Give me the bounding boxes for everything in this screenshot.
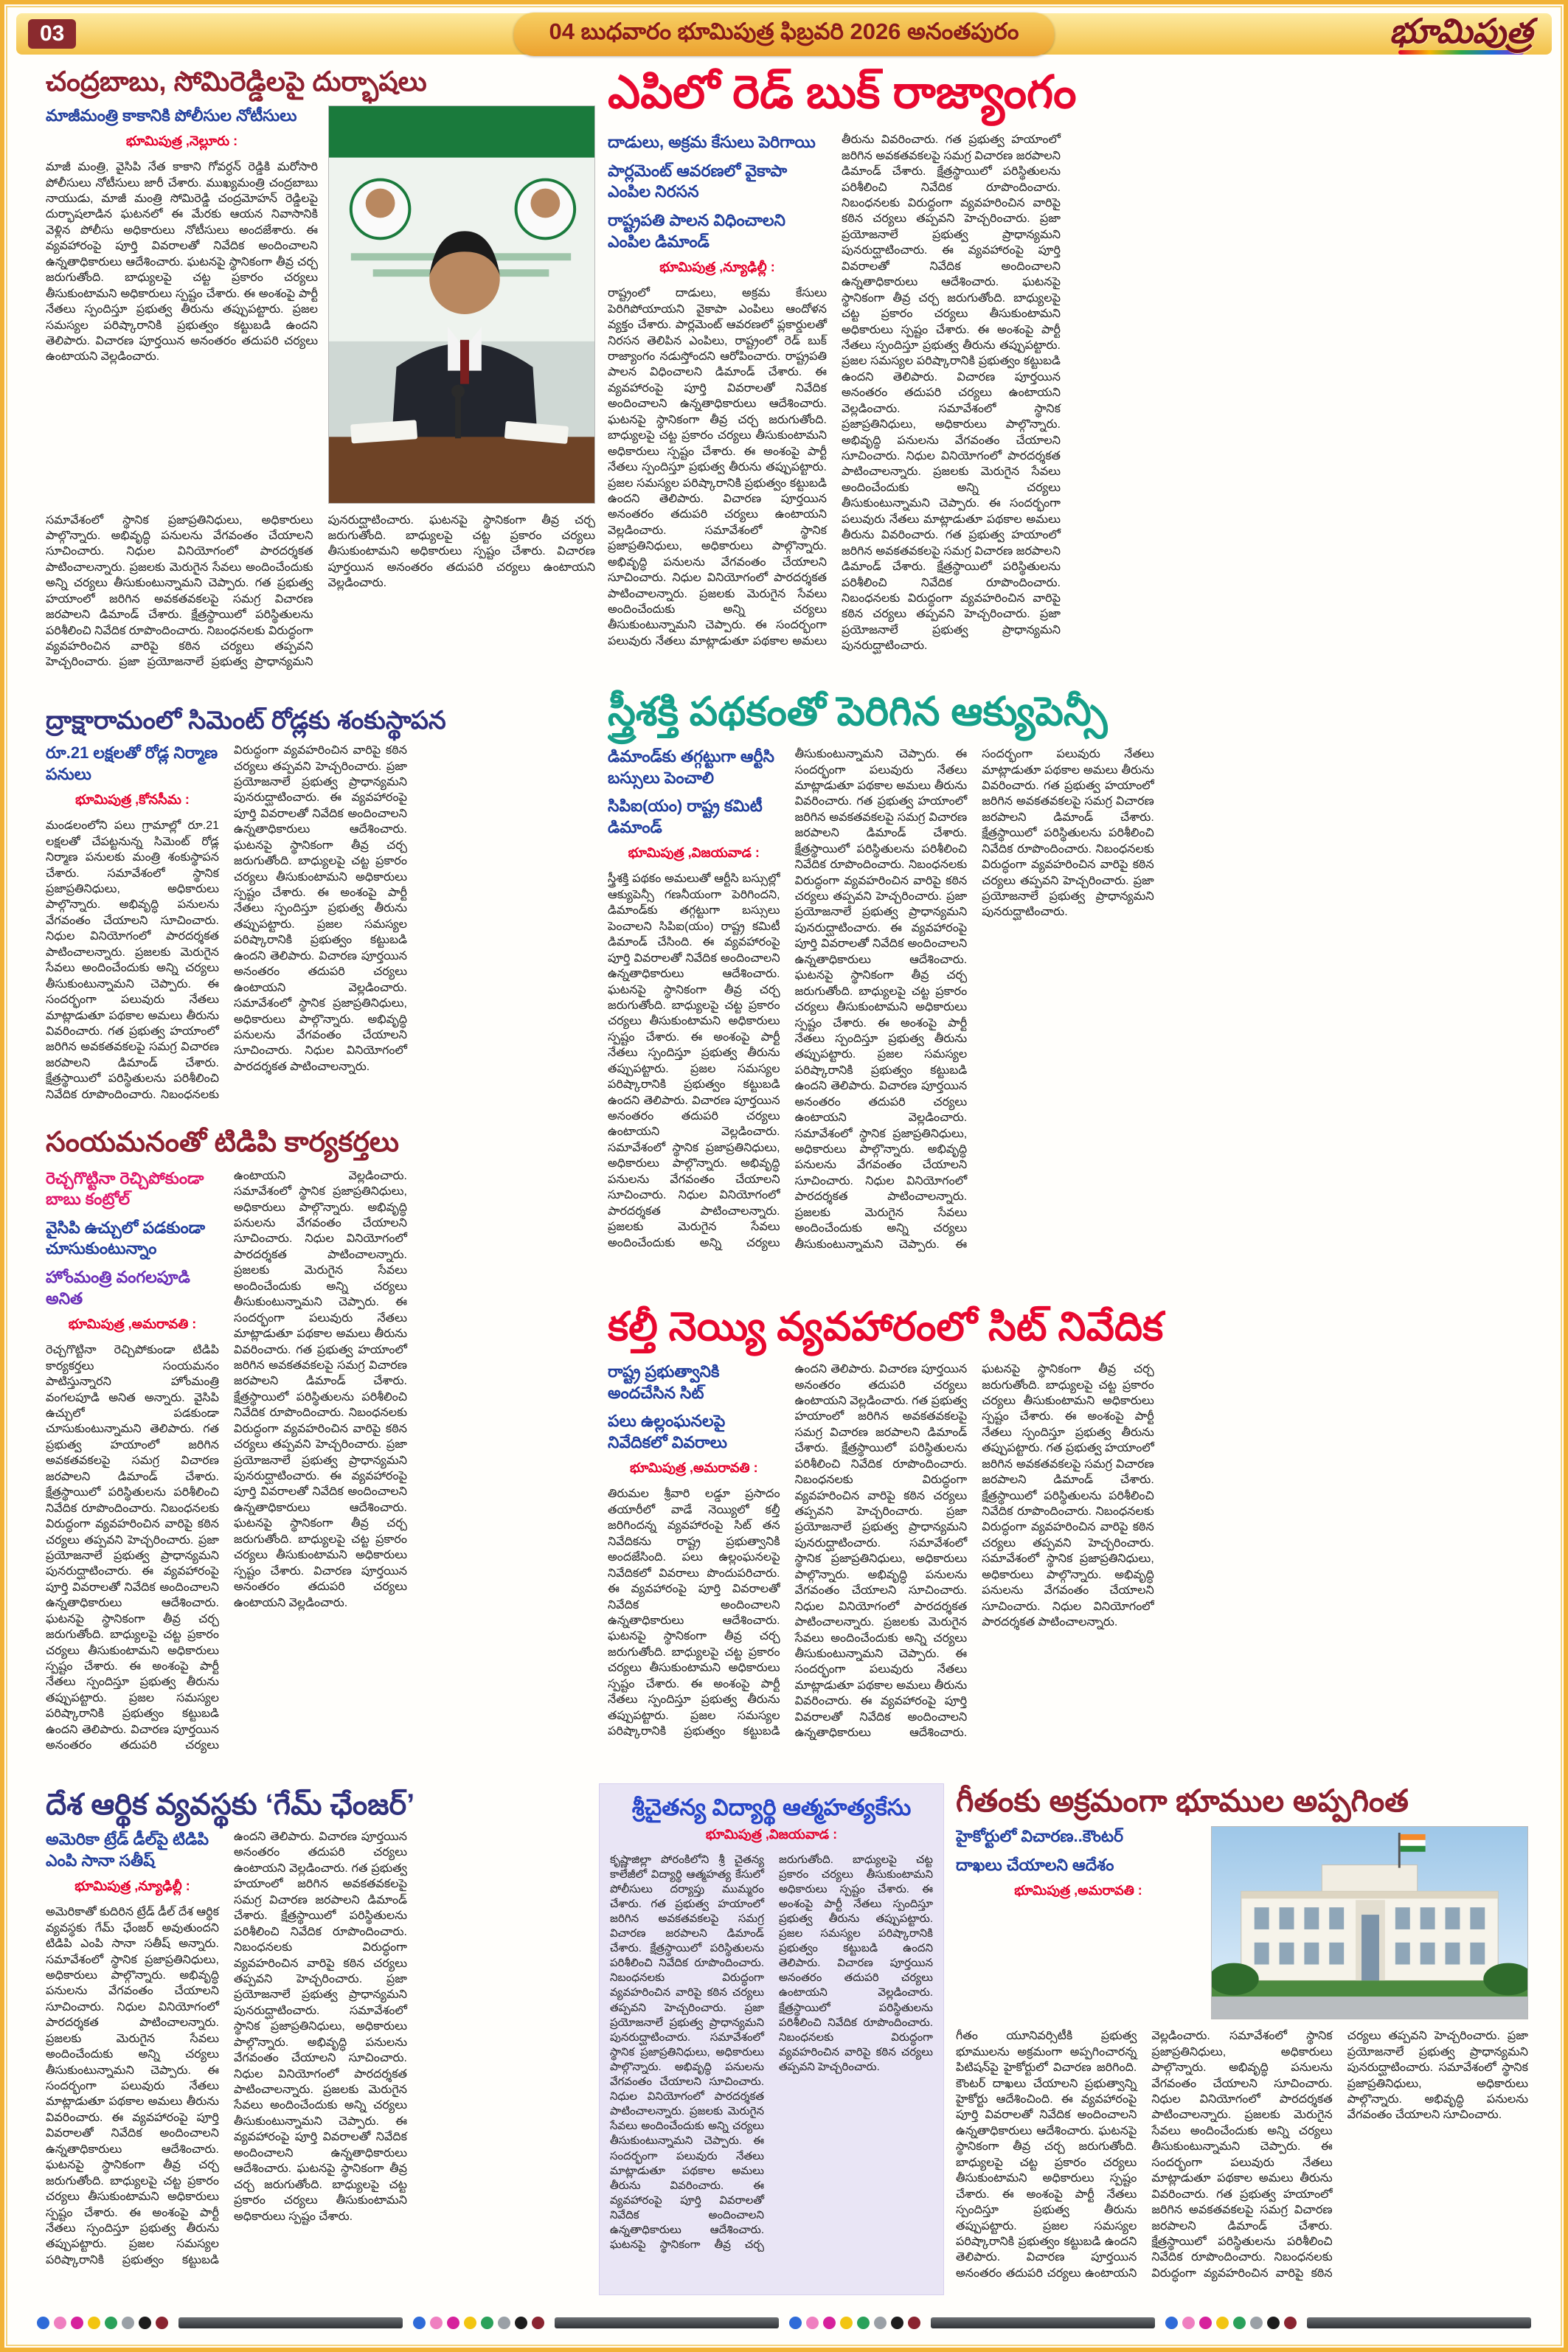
- body-text: సమావేశంలో స్థానిక ప్రజాప్రతినిధులు, అధికారులు పాల్గొన్నారు. అభివృద్ధి పనులను వేగవంతం చేయాలని సూచించారు. నిధుల వినియోగంలో పారదర్శకత పాటించాలన్నారు. ప్రజలకు మెరుగైన సేవలు అందించేందుకు అన్ని చర్యలు తీసుకుంటున్నామని చెప్పారు. గత ప్రభుత్వ హయాంలో జరిగిన అవకతవకలపై సమగ్ర విచారణ జరపాలని డిమాండ్ చేశారు. క్షేత్రస్థాయిలో పరిస్థితులను పరిశీలించి నివేదిక రూపొందించారు. నిబంధనలకు విరుద్ధంగా వ్యవహరించిన వారిపై కఠిన చర్యలు తప్పవని హెచ్చరించారు. ప్రజా ప్రయోజనాలే ప్రభుత్వ ప్రాధాన్యమని పునరుద్ఘాటించారు. ఘటనపై స్థానికంగా తీవ్ర చర్చ జరుగుతోంది. బాధ్యులపై చట్ట ప్రకారం చర్యలు తీసుకుంటామని అధికారులు స్పష్టం చేశారు. విచారణ పూర్తయిన అనంతరం తదుపరి చర్యలు ఉంటాయని వెల్లడించారు.: [46, 513, 595, 669]
- body-text: మండలంలోని పలు గ్రామాల్లో రూ.21 లక్షలతో చేపట్టనున్న సిమెంట్ రోడ్ల నిర్మాణ పనులకు మంత్రి శంకుస్థాపన చేశారు. సమావేశంలో స్థానిక ప్రజాప్రతినిధులు, అధికారులు పాల్గొన్నారు. అభివృద్ధి పనులను వేగవంతం చేయాలని సూచించారు. నిధుల వినియోగంలో పారదర్శకత పాటించాలన్నారు. ప్రజలకు మెరుగైన సేవలు అందించేందుకు అన్ని చర్యలు తీసుకుంటున్నామని చెప్పారు. ఈ సందర్భంగా పలువురు నేతలు మాట్లాడుతూ పథకాల అమలు తీరును వివరించారు. గత ప్రభుత్వ హయాంలో జరిగిన అవకతవకలపై సమగ్ర విచారణ జరపాలని డిమాండ్ చేశారు. క్షేత్రస్థాయిలో పరిస్థితులను పరిశీలించి నివేదిక రూపొందించారు. నిబంధనలకు విరుద్ధంగా వ్యవహరించిన వారిపై కఠిన చర్యలు తప్పవని హెచ్చరించారు. ప్రజా ప్రయోజనాలే ప్రభుత్వ ప్రాధాన్యమని పునరుద్ఘాటించారు. ఈ వ్యవహారంపై పూర్తి వివరాలతో నివేదిక అందించాలని ఉన్నతాధికారులు ఆదేశించారు. ఘటనపై స్థానికంగా తీవ్ర చర్చ జరుగుతోంది. బాధ్యులపై చట్ట ప్రకారం చర్యలు తీసుకుంటామని అధికారులు స్పష్టం చేశారు. ఈ అంశంపై పార్టీ నేతలు స్పందిస్తూ ప్రభుత్వ తీరును తప్పుపట్టారు. ప్రజల సమస్యల పరిష్కారానికి ప్రభుత్వం కట్టుబడి ఉందని తెలిపారు. విచారణ పూర్తయిన అనంతరం తదుపరి చర్యలు ఉంటాయని వెల్లడించారు. సమావేశంలో స్థానిక ప్రజాప్రతినిధులు, అధికారులు పాల్గొన్నారు. అభివృద్ధి పనులను వేగవంతం చేయాలని సూచించారు. నిధుల వినియోగంలో పారదర్శకత పాటించాలన్నారు.: [46, 744, 407, 1101]
- headline: చంద్రబాబు, సోమిరెడ్డిలపై దుర్భాషలు: [46, 66, 427, 97]
- photo-politician-at-desk-graphic: [328, 105, 595, 504]
- photo-university-building: [1211, 1826, 1528, 2019]
- footer-bar: [1307, 2317, 1531, 2328]
- top-header-bar: [16, 13, 1552, 55]
- headline: శ్రీచైతన్య విద్యార్థి ఆత్మహత్యకేసు: [631, 1794, 912, 1820]
- article-columns: [46, 1168, 595, 1758]
- footer-dots-group: [1165, 2317, 1297, 2329]
- article-columns: [608, 132, 1528, 656]
- article-ghee-sit-report: [608, 1304, 1528, 1773]
- headline: ద్రాక్షారామంలో సిమెంట్ రోడ్లకు శంకుస్థాపన: [46, 707, 446, 735]
- footer-dots-group: [413, 2317, 544, 2329]
- byline: భూమిపుత్ర ,అమరావతి :: [1014, 1883, 1142, 1898]
- masthead: [1389, 11, 1533, 55]
- subhead: దాడులు, అక్రమ కేసులు పెరిగాయి: [608, 133, 816, 152]
- body-text: రాష్ట్రంలో దాడులు, అక్రమ కేసులు పెరిగిపోయాయని వైకాపా ఎంపిలు ఆందోళన వ్యక్తం చేశారు. పార్లమెంట్ ఆవరణలో ప్లకార్డులతో నిరసన తెలిపిన ఎంపిలు, రాష్ట్రంలో రెడ్ బుక్ రాజ్యాంగం నడుస్తోందని ఆరోపించారు. రాష్ట్రపతి పాలన విధించాలని డిమాండ్ చేశారు. ఈ వ్యవహారంపై పూర్తి వివరాలతో నివేదిక అందించాలని ఉన్నతాధికారులు ఆదేశించారు. ఘటనపై స్థానికంగా తీవ్ర చర్చ జరుగుతోంది. బాధ్యులపై చట్ట ప్రకారం చర్యలు తీసుకుంటామని అధికారులు స్పష్టం చేశారు. ఈ అంశంపై పార్టీ నేతలు స్పందిస్తూ ప్రభుత్వ తీరును తప్పుపట్టారు. ప్రజల సమస్యల పరిష్కారానికి ప్రభుత్వం కట్టుబడి ఉందని తెలిపారు. విచారణ పూర్తయిన అనంతరం తదుపరి చర్యలు ఉంటాయని వెల్లడించారు. సమావేశంలో స్థానిక ప్రజాప్రతినిధులు, అధికారులు పాల్గొన్నారు. అభివృద్ధి పనులను వేగవంతం చేయాలని సూచించారు. నిధుల వినియోగంలో పారదర్శకత పాటించాలన్నారు. ప్రజలకు మెరుగైన సేవలు అందించేందుకు అన్ని చర్యలు తీసుకుంటున్నామని చెప్పారు. ఈ సందర్భంగా పలువురు నేతలు మాట్లాడుతూ పథకాల అమలు తీరును వివరించారు. గత ప్రభుత్వ హయాంలో జరిగిన అవకతవకలపై సమగ్ర విచారణ జరపాలని డిమాండ్ చేశారు. క్షేత్రస్థాయిలో పరిస్థితులను పరిశీలించి నివేదిక రూపొందించారు. నిబంధనలకు విరుద్ధంగా వ్యవహరించిన వారిపై కఠిన చర్యలు తప్పవని హెచ్చరించారు. ప్రజా ప్రయోజనాలే ప్రభుత్వ ప్రాధాన్యమని పునరుద్ఘాటించారు. ఈ వ్యవహారంపై పూర్తి వివరాలతో నివేదిక అందించాలని ఉన్నతాధికారులు ఆదేశించారు. ఘటనపై స్థానికంగా తీవ్ర చర్చ జరుగుతోంది. బాధ్యులపై చట్ట ప్రకారం చర్యలు తీసుకుంటామని అధికారులు స్పష్టం చేశారు. ఈ అంశంపై పార్టీ నేతలు స్పందిస్తూ ప్రభుత్వ తీరును తప్పుపట్టారు. ప్రజల సమస్యల పరిష్కారానికి ప్రభుత్వం కట్టుబడి ఉందని తెలిపారు. విచారణ పూర్తయిన అనంతరం తదుపరి చర్యలు ఉంటాయని వెల్లడించారు. సమావేశంలో స్థానిక ప్రజాప్రతినిధులు, అధికారులు పాల్గొన్నారు. అభివృద్ధి పనులను వేగవంతం చేయాలని సూచించారు. నిధుల వినియోగంలో పారదర్శకత పాటించాలన్నారు. ప్రజలకు మెరుగైన సేవలు అందించేందుకు అన్ని చర్యలు తీసుకుంటున్నామని చెప్పారు. ఈ సందర్భంగా పలువురు నేతలు మాట్లాడుతూ పథకాల అమలు తీరును వివరించారు. గత ప్రభుత్వ హయాంలో జరిగిన అవకతవకలపై సమగ్ర విచారణ జరపాలని డిమాండ్ చేశారు. క్షేత్రస్థాయిలో పరిస్థితులను పరిశీలించి నివేదిక రూపొందించారు. నిబంధనలకు విరుద్ధంగా వ్యవహరించిన వారిపై కఠిన చర్యలు తప్పవని హెచ్చరించారు. ప్రజా ప్రయోజనాలే ప్రభుత్వ ప్రాధాన్యమని పునరుద్ఘాటించారు.: [608, 133, 1061, 653]
- body-text: మాజీ మంత్రి, వైసిపి నేత కాకాని గోవర్ధన్ రెడ్డికి మరోసారి పోలీసులు నోటీసులు జారీ చేశారు. ముఖ్యమంత్రి చంద్రబాబు నాయుడు, మాజీ మంత్రి సోమిరెడ్డి చంద్రమోహన్ రెడ్డిలపై దుర్భాషలాడిన ఘటనలో ఈ మేరకు ఆయన నివాసానికి వెళ్లిన పోలీసు అధికారులు నోటీసులు అందజేశారు. ఈ వ్యవహారంపై పూర్తి వివరాలతో నివేదిక అందించాలని ఉన్నతాధికారులు ఆదేశించారు. ఘటనపై స్థానికంగా తీవ్ర చర్చ జరుగుతోంది. బాధ్యులపై చట్ట ప్రకారం చర్యలు తీసుకుంటామని అధికారులు స్పష్టం చేశారు. ఈ అంశంపై పార్టీ నేతలు స్పందిస్తూ ప్రభుత్వ తీరును తప్పుపట్టారు. ప్రజల సమస్యల పరిష్కారానికి ప్రభుత్వం కట్టుబడి ఉందని తెలిపారు. విచారణ పూర్తయిన అనంతరం తదుపరి చర్యలు ఉంటాయని వెల్లడించారు.: [46, 161, 318, 364]
- headline: సంయమనంతో టిడిపి కార్యకర్తలు: [46, 1127, 399, 1158]
- article-student-suicide-case: [599, 1783, 944, 2295]
- page-number: 03: [28, 19, 76, 49]
- footer-dots-group: [37, 2317, 168, 2329]
- subhead: దాఖలు చేయాలని ఆదేశం: [956, 1855, 1114, 1874]
- subhead: అమెరికా ట్రేడ్ డీల్‌పై టిడిపి ఎంపి సానా సతీష్: [46, 1830, 209, 1870]
- subhead: సిపిఐ(యం) రాష్ట్ర కమిటీ డిమాండ్: [608, 797, 763, 836]
- byline: భూమిపుత్ర ,న్యూఢిల్లీ :: [659, 260, 775, 275]
- subhead: రెచ్చగొట్టినా రెచ్చిపోకుండా బాబు కంట్రోల్: [46, 1168, 204, 1209]
- article-stree-shakti-occupancy: [608, 689, 1528, 1288]
- headline: దేశ ఆర్థిక వ్యవస్థకు ‘గేమ్ ఛేంజర్’: [46, 1789, 415, 1821]
- footer-bar: [178, 2317, 403, 2328]
- headline: ఎపిలో రెడ్ బుక్ రాజ్యాంగం: [608, 67, 1077, 118]
- photo-politician-at-desk: [328, 105, 595, 504]
- masthead-logo: భూమిపుత్ర: [1389, 11, 1533, 50]
- body-text: తిరుమల శ్రీవారి లడ్డూ ప్రసాదం తయారీలో వాడే నెయ్యిలో కల్తీ జరిగిందన్న వ్యవహారంపై సిట్ తన నివేదికను రాష్ట్ర ప్రభుత్వానికి అందజేసింది. పలు ఉల్లంఘనలపై నివేదికలో వివరాలు పొందుపరిచారు. ఈ వ్యవహారంపై పూర్తి వివరాలతో నివేదిక అందించాలని ఉన్నతాధికారులు ఆదేశించారు. ఘటనపై స్థానికంగా తీవ్ర చర్చ జరుగుతోంది. బాధ్యులపై చట్ట ప్రకారం చర్యలు తీసుకుంటామని అధికారులు స్పష్టం చేశారు. ఈ అంశంపై పార్టీ నేతలు స్పందిస్తూ ప్రభుత్వ తీరును తప్పుపట్టారు. ప్రజల సమస్యల పరిష్కారానికి ప్రభుత్వం కట్టుబడి ఉందని తెలిపారు. విచారణ పూర్తయిన అనంతరం తదుపరి చర్యలు ఉంటాయని వెల్లడించారు. గత ప్రభుత్వ హయాంలో జరిగిన అవకతవకలపై సమగ్ర విచారణ జరపాలని డిమాండ్ చేశారు. క్షేత్రస్థాయిలో పరిస్థితులను పరిశీలించి నివేదిక రూపొందించారు. నిబంధనలకు విరుద్ధంగా వ్యవహరించిన వారిపై కఠిన చర్యలు తప్పవని హెచ్చరించారు. ప్రజా ప్రయోజనాలే ప్రభుత్వ ప్రాధాన్యమని పునరుద్ఘాటించారు. సమావేశంలో స్థానిక ప్రజాప్రతినిధులు, అధికారులు పాల్గొన్నారు. అభివృద్ధి పనులను వేగవంతం చేయాలని సూచించారు. నిధుల వినియోగంలో పారదర్శకత పాటించాలన్నారు. ప్రజలకు మెరుగైన సేవలు అందించేందుకు అన్ని చర్యలు తీసుకుంటున్నామని చెప్పారు. ఈ సందర్భంగా పలువురు నేతలు మాట్లాడుతూ పథకాల అమలు తీరును వివరించారు. ఈ వ్యవహారంపై పూర్తి వివరాలతో నివేదిక అందించాలని ఉన్నతాధికారులు ఆదేశించారు. ఘటనపై స్థానికంగా తీవ్ర చర్చ జరుగుతోంది. బాధ్యులపై చట్ట ప్రకారం చర్యలు తీసుకుంటామని అధికారులు స్పష్టం చేశారు. ఈ అంశంపై పార్టీ నేతలు స్పందిస్తూ ప్రభుత్వ తీరును తప్పుపట్టారు. గత ప్రభుత్వ హయాంలో జరిగిన అవకతవకలపై సమగ్ర విచారణ జరపాలని డిమాండ్ చేశారు. క్షేత్రస్థాయిలో పరిస్థితులను పరిశీలించి నివేదిక రూపొందించారు. నిబంధనలకు విరుద్ధంగా వ్యవహరించిన వారిపై కఠిన చర్యలు తప్పవని హెచ్చరించారు. సమావేశంలో స్థానిక ప్రజాప్రతినిధులు, అధికారులు పాల్గొన్నారు. అభివృద్ధి పనులను వేగవంతం చేయాలని సూచించారు. నిధుల వినియోగంలో పారదర్శకత పాటించాలన్నారు.: [608, 1363, 1154, 1740]
- footer-decoration: [37, 2306, 1531, 2339]
- byline: భూమిపుత్ర ,అమరావతి :: [68, 1317, 197, 1332]
- body-text: రెచ్చగొట్టినా రెచ్చిపోకుండా టిడిపి కార్యకర్తలు సంయమనం పాటిస్తున్నారని హోంమంత్రి వంగలపూడి అనిత అన్నారు. వైసిపి ఉచ్చులో పడకుండా చూసుకుంటున్నామని తెలిపారు. గత ప్రభుత్వ హయాంలో జరిగిన అవకతవకలపై సమగ్ర విచారణ జరపాలని డిమాండ్ చేశారు. క్షేత్రస్థాయిలో పరిస్థితులను పరిశీలించి నివేదిక రూపొందించారు. నిబంధనలకు విరుద్ధంగా వ్యవహరించిన వారిపై కఠిన చర్యలు తప్పవని హెచ్చరించారు. ప్రజా ప్రయోజనాలే ప్రభుత్వ ప్రాధాన్యమని పునరుద్ఘాటించారు. ఈ వ్యవహారంపై పూర్తి వివరాలతో నివేదిక అందించాలని ఉన్నతాధికారులు ఆదేశించారు. ఘటనపై స్థానికంగా తీవ్ర చర్చ జరుగుతోంది. బాధ్యులపై చట్ట ప్రకారం చర్యలు తీసుకుంటామని అధికారులు స్పష్టం చేశారు. ఈ అంశంపై పార్టీ నేతలు స్పందిస్తూ ప్రభుత్వ తీరును తప్పుపట్టారు. ప్రజల సమస్యల పరిష్కారానికి ప్రభుత్వం కట్టుబడి ఉందని తెలిపారు. విచారణ పూర్తయిన అనంతరం తదుపరి చర్యలు ఉంటాయని వెల్లడించారు. సమావేశంలో స్థానిక ప్రజాప్రతినిధులు, అధికారులు పాల్గొన్నారు. అభివృద్ధి పనులను వేగవంతం చేయాలని సూచించారు. నిధుల వినియోగంలో పారదర్శకత పాటించాలన్నారు. ప్రజలకు మెరుగైన సేవలు అందించేందుకు అన్ని చర్యలు తీసుకుంటున్నామని చెప్పారు. ఈ సందర్భంగా పలువురు నేతలు మాట్లాడుతూ పథకాల అమలు తీరును వివరించారు. గత ప్రభుత్వ హయాంలో జరిగిన అవకతవకలపై సమగ్ర విచారణ జరపాలని డిమాండ్ చేశారు. క్షేత్రస్థాయిలో పరిస్థితులను పరిశీలించి నివేదిక రూపొందించారు. నిబంధనలకు విరుద్ధంగా వ్యవహరించిన వారిపై కఠిన చర్యలు తప్పవని హెచ్చరించారు. ప్రజా ప్రయోజనాలే ప్రభుత్వ ప్రాధాన్యమని పునరుద్ఘాటించారు. ఈ వ్యవహారంపై పూర్తి వివరాలతో నివేదిక అందించాలని ఉన్నతాధికారులు ఆదేశించారు. ఘటనపై స్థానికంగా తీవ్ర చర్చ జరుగుతోంది. బాధ్యులపై చట్ట ప్రకారం చర్యలు తీసుకుంటామని అధికారులు స్పష్టం చేశారు. విచారణ పూర్తయిన అనంతరం తదుపరి చర్యలు ఉంటాయని వెల్లడించారు.: [46, 1169, 407, 1752]
- subhead: హైకోర్టులో విచారణ..కౌంటర్: [956, 1827, 1124, 1846]
- subhead: పలు ఉల్లంఘనలపై నివేదికలో వివరాలు: [608, 1412, 727, 1451]
- article-kakani-police-notices: [46, 66, 595, 699]
- photo-university-building-graphic: [1211, 1826, 1528, 2019]
- article-columns: [608, 1361, 1528, 1752]
- body-text: కృష్ణాజిల్లా పోరంకిలోని శ్రీ చైతన్య కాలేజీలో విద్యార్థి ఆత్మహత్య కేసులో పోలీసులు దర్యాప్తు ముమ్మరం చేశారు. గత ప్రభుత్వ హయాంలో జరిగిన అవకతవకలపై సమగ్ర విచారణ జరపాలని డిమాండ్ చేశారు. క్షేత్రస్థాయిలో పరిస్థితులను పరిశీలించి నివేదిక రూపొందించారు. నిబంధనలకు విరుద్ధంగా వ్యవహరించిన వారిపై కఠిన చర్యలు తప్పవని హెచ్చరించారు. ప్రజా ప్రయోజనాలే ప్రభుత్వ ప్రాధాన్యమని పునరుద్ఘాటించారు. సమావేశంలో స్థానిక ప్రజాప్రతినిధులు, అధికారులు పాల్గొన్నారు. అభివృద్ధి పనులను వేగవంతం చేయాలని సూచించారు. నిధుల వినియోగంలో పారదర్శకత పాటించాలన్నారు. ప్రజలకు మెరుగైన సేవలు అందించేందుకు అన్ని చర్యలు తీసుకుంటున్నామని చెప్పారు. ఈ సందర్భంగా పలువురు నేతలు మాట్లాడుతూ పథకాల అమలు తీరును వివరించారు. ఈ వ్యవహారంపై పూర్తి వివరాలతో నివేదిక అందించాలని ఉన్నతాధికారులు ఆదేశించారు. ఘటనపై స్థానికంగా తీవ్ర చర్చ జరుగుతోంది. బాధ్యులపై చట్ట ప్రకారం చర్యలు తీసుకుంటామని అధికారులు స్పష్టం చేశారు. ఈ అంశంపై పార్టీ నేతలు స్పందిస్తూ ప్రభుత్వ తీరును తప్పుపట్టారు. ప్రజల సమస్యల పరిష్కారానికి ప్రభుత్వం కట్టుబడి ఉందని తెలిపారు. విచారణ పూర్తయిన అనంతరం తదుపరి చర్యలు ఉంటాయని వెల్లడించారు. క్షేత్రస్థాయిలో పరిస్థితులను పరిశీలించి నివేదిక రూపొందించారు. నిబంధనలకు విరుద్ధంగా వ్యవహరించిన వారిపై కఠిన చర్యలు తప్పవని హెచ్చరించారు.: [610, 1853, 933, 2252]
- article-tdp-workers-restraint: [46, 1127, 595, 1775]
- lede-column: [46, 105, 318, 504]
- article-lede-row: [46, 105, 595, 504]
- article-columns: [46, 1829, 595, 2280]
- article-lede-row: [956, 1826, 1528, 2019]
- headline: స్త్రీశక్తి పథకంతో పెరిగిన ఆక్యుపెన్సీ: [608, 690, 1108, 734]
- subhead: హోంమంత్రి వంగలపూడి అనిత: [46, 1268, 190, 1308]
- lede-column: [956, 1826, 1201, 2019]
- article-trade-deal-game-changer: [46, 1788, 595, 2294]
- body-text: స్త్రీశక్తి పథకం అమలుతో ఆర్టీసి బస్సుల్లో ఆక్యుపెన్సీ గణనీయంగా పెరిగిందని, డిమాండ్‌కు తగ్గట్టుగా బస్సులు పెంచాలని సిపిఐ(యం) రాష్ట్ర కమిటీ డిమాండ్ చేసింది. ఈ వ్యవహారంపై పూర్తి వివరాలతో నివేదిక అందించాలని ఉన్నతాధికారులు ఆదేశించారు. ఘటనపై స్థానికంగా తీవ్ర చర్చ జరుగుతోంది. బాధ్యులపై చట్ట ప్రకారం చర్యలు తీసుకుంటామని అధికారులు స్పష్టం చేశారు. ఈ అంశంపై పార్టీ నేతలు స్పందిస్తూ ప్రభుత్వ తీరును తప్పుపట్టారు. ప్రజల సమస్యల పరిష్కారానికి ప్రభుత్వం కట్టుబడి ఉందని తెలిపారు. విచారణ పూర్తయిన అనంతరం తదుపరి చర్యలు ఉంటాయని వెల్లడించారు. సమావేశంలో స్థానిక ప్రజాప్రతినిధులు, అధికారులు పాల్గొన్నారు. అభివృద్ధి పనులను వేగవంతం చేయాలని సూచించారు. నిధుల వినియోగంలో పారదర్శకత పాటించాలన్నారు. ప్రజలకు మెరుగైన సేవలు అందించేందుకు అన్ని చర్యలు తీసుకుంటున్నామని చెప్పారు. ఈ సందర్భంగా పలువురు నేతలు మాట్లాడుతూ పథకాల అమలు తీరును వివరించారు. గత ప్రభుత్వ హయాంలో జరిగిన అవకతవకలపై సమగ్ర విచారణ జరపాలని డిమాండ్ చేశారు. క్షేత్రస్థాయిలో పరిస్థితులను పరిశీలించి నివేదిక రూపొందించారు. నిబంధనలకు విరుద్ధంగా వ్యవహరించిన వారిపై కఠిన చర్యలు తప్పవని హెచ్చరించారు. ప్రజా ప్రయోజనాలే ప్రభుత్వ ప్రాధాన్యమని పునరుద్ఘాటించారు. ఈ వ్యవహారంపై పూర్తి వివరాలతో నివేదిక అందించాలని ఉన్నతాధికారులు ఆదేశించారు. ఘటనపై స్థానికంగా తీవ్ర చర్చ జరుగుతోంది. బాధ్యులపై చట్ట ప్రకారం చర్యలు తీసుకుంటామని అధికారులు స్పష్టం చేశారు. ఈ అంశంపై పార్టీ నేతలు స్పందిస్తూ ప్రభుత్వ తీరును తప్పుపట్టారు. ప్రజల సమస్యల పరిష్కారానికి ప్రభుత్వం కట్టుబడి ఉందని తెలిపారు. విచారణ పూర్తయిన అనంతరం తదుపరి చర్యలు ఉంటాయని వెల్లడించారు. సమావేశంలో స్థానిక ప్రజాప్రతినిధులు, అధికారులు పాల్గొన్నారు. అభివృద్ధి పనులను వేగవంతం చేయాలని సూచించారు. నిధుల వినియోగంలో పారదర్శకత పాటించాలన్నారు. ప్రజలకు మెరుగైన సేవలు అందించేందుకు అన్ని చర్యలు తీసుకుంటున్నామని చెప్పారు. ఈ సందర్భంగా పలువురు నేతలు మాట్లాడుతూ పథకాల అమలు తీరును వివరించారు. గత ప్రభుత్వ హయాంలో జరిగిన అవకతవకలపై సమగ్ర విచారణ జరపాలని డిమాండ్ చేశారు. క్షేత్రస్థాయిలో పరిస్థితులను పరిశీలించి నివేదిక రూపొందించారు. నిబంధనలకు విరుద్ధంగా వ్యవహరించిన వారిపై కఠిన చర్యలు తప్పవని హెచ్చరించారు. ప్రజా ప్రయోజనాలే ప్రభుత్వ ప్రాధాన్యమని పునరుద్ఘాటించారు.: [608, 748, 1154, 1251]
- body-text: గీతం యూనివర్సిటీకి ప్రభుత్వ భూములను అక్రమంగా అప్పగించారన్న పిటిషన్‌పై హైకోర్టులో విచారణ జరిగింది. కౌంటర్ దాఖలు చేయాలని ప్రభుత్వాన్ని హైకోర్టు ఆదేశించింది. ఈ వ్యవహారంపై పూర్తి వివరాలతో నివేదిక అందించాలని ఉన్నతాధికారులు ఆదేశించారు. ఘటనపై స్థానికంగా తీవ్ర చర్చ జరుగుతోంది. బాధ్యులపై చట్ట ప్రకారం చర్యలు తీసుకుంటామని అధికారులు స్పష్టం చేశారు. ఈ అంశంపై పార్టీ నేతలు స్పందిస్తూ ప్రభుత్వ తీరును తప్పుపట్టారు. ప్రజల సమస్యల పరిష్కారానికి ప్రభుత్వం కట్టుబడి ఉందని తెలిపారు. విచారణ పూర్తయిన అనంతరం తదుపరి చర్యలు ఉంటాయని వెల్లడించారు. సమావేశంలో స్థానిక ప్రజాప్రతినిధులు, అధికారులు పాల్గొన్నారు. అభివృద్ధి పనులను వేగవంతం చేయాలని సూచించారు. నిధుల వినియోగంలో పారదర్శకత పాటించాలన్నారు. ప్రజలకు మెరుగైన సేవలు అందించేందుకు అన్ని చర్యలు తీసుకుంటున్నామని చెప్పారు. ఈ సందర్భంగా పలువురు నేతలు మాట్లాడుతూ పథకాల అమలు తీరును వివరించారు. గత ప్రభుత్వ హయాంలో జరిగిన అవకతవకలపై సమగ్ర విచారణ జరపాలని డిమాండ్ చేశారు. క్షేత్రస్థాయిలో పరిస్థితులను పరిశీలించి నివేదిక రూపొందించారు. నిబంధనలకు విరుద్ధంగా వ్యవహరించిన వారిపై కఠిన చర్యలు తప్పవని హెచ్చరించారు. ప్రజా ప్రయోజనాలే ప్రభుత్వ ప్రాధాన్యమని పునరుద్ఘాటించారు. సమావేశంలో స్థానిక ప్రజాప్రతినిధులు, అధికారులు పాల్గొన్నారు. అభివృద్ధి పనులను వేగవంతం చేయాలని సూచించారు.: [956, 2030, 1528, 2280]
- article-gitam-lands-highcourt: [956, 1783, 1528, 2295]
- headline: కల్తీ నెయ్యి వ్యవహారంలో సిట్ నివేదిక: [608, 1305, 1164, 1349]
- byline: భూమిపుత్ర ,కోనసీమ :: [75, 792, 190, 808]
- footer-bar: [555, 2317, 779, 2328]
- byline: భూమిపుత్ర ,న్యూఢిల్లీ :: [74, 1879, 190, 1894]
- subhead: వైసిపి ఉచ్చులో పడకుండా చూసుకుంటున్నాం: [46, 1218, 206, 1258]
- headline: గీతంకు అక్రమంగా భూముల అప్పగింత: [956, 1783, 1409, 1818]
- footer-bar: [931, 2317, 1155, 2328]
- footer-dots-group: [789, 2317, 920, 2329]
- subhead: రూ.21 లక్షలతో రోడ్ల నిర్మాణ పనులు: [46, 743, 218, 783]
- article-cement-roads-foundation: [46, 707, 595, 1120]
- subhead: డిమాండ్‌కు తగ్గట్టుగా ఆర్టీసి బస్సులు పెంచాలి: [608, 747, 774, 787]
- byline: భూమిపుత్ర ,విజయవాడ :: [705, 1826, 838, 1842]
- byline: భూమిపుత్ర ,నెల్లూరు :: [125, 133, 238, 149]
- subhead: రాష్ట్ర ప్రభుత్వానికి అందచేసిన సిట్: [608, 1362, 720, 1402]
- byline: భూమిపుత్ర ,విజయవాడ :: [628, 845, 760, 861]
- article-columns: [46, 743, 595, 1108]
- subhead: మాజీమంత్రి కాకానికి పోలీసుల నోటీసులు: [46, 105, 297, 125]
- subhead: పార్లమెంట్ ఆవరణలో వైకాపా ఎంపిల నిరసన: [608, 161, 788, 201]
- subhead: రాష్ట్రపతి పాలన విధించాలని ఎంపిల డిమాండ్: [608, 211, 785, 251]
- byline: భూమిపుత్ర ,అమరావతి :: [629, 1460, 758, 1476]
- edition-date-line: 04 బుధవారం భూమిపుత్ర ఫిబ్రవరి 2026 అనంతపురం: [514, 13, 1055, 56]
- article-columns: [608, 746, 1528, 1263]
- article-red-book-constitution: [608, 66, 1528, 676]
- body-text: అమెరికాతో కుదిరిన ట్రేడ్ డీల్ దేశ ఆర్థిక వ్యవస్థకు గేమ్ ఛేంజర్ అవుతుందని టిడిపి ఎంపి సానా సతీష్ అన్నారు. సమావేశంలో స్థానిక ప్రజాప్రతినిధులు, అధికారులు పాల్గొన్నారు. అభివృద్ధి పనులను వేగవంతం చేయాలని సూచించారు. నిధుల వినియోగంలో పారదర్శకత పాటించాలన్నారు. ప్రజలకు మెరుగైన సేవలు అందించేందుకు అన్ని చర్యలు తీసుకుంటున్నామని చెప్పారు. ఈ సందర్భంగా పలువురు నేతలు మాట్లాడుతూ పథకాల అమలు తీరును వివరించారు. ఈ వ్యవహారంపై పూర్తి వివరాలతో నివేదిక అందించాలని ఉన్నతాధికారులు ఆదేశించారు. ఘటనపై స్థానికంగా తీవ్ర చర్చ జరుగుతోంది. బాధ్యులపై చట్ట ప్రకారం చర్యలు తీసుకుంటామని అధికారులు స్పష్టం చేశారు. ఈ అంశంపై పార్టీ నేతలు స్పందిస్తూ ప్రభుత్వ తీరును తప్పుపట్టారు. ప్రజల సమస్యల పరిష్కారానికి ప్రభుత్వం కట్టుబడి ఉందని తెలిపారు. విచారణ పూర్తయిన అనంతరం తదుపరి చర్యలు ఉంటాయని వెల్లడించారు. గత ప్రభుత్వ హయాంలో జరిగిన అవకతవకలపై సమగ్ర విచారణ జరపాలని డిమాండ్ చేశారు. క్షేత్రస్థాయిలో పరిస్థితులను పరిశీలించి నివేదిక రూపొందించారు. నిబంధనలకు విరుద్ధంగా వ్యవహరించిన వారిపై కఠిన చర్యలు తప్పవని హెచ్చరించారు. ప్రజా ప్రయోజనాలే ప్రభుత్వ ప్రాధాన్యమని పునరుద్ఘాటించారు. సమావేశంలో స్థానిక ప్రజాప్రతినిధులు, అధికారులు పాల్గొన్నారు. అభివృద్ధి పనులను వేగవంతం చేయాలని సూచించారు. నిధుల వినియోగంలో పారదర్శకత పాటించాలన్నారు. ప్రజలకు మెరుగైన సేవలు అందించేందుకు అన్ని చర్యలు తీసుకుంటున్నామని చెప్పారు. ఈ వ్యవహారంపై పూర్తి వివరాలతో నివేదిక అందించాలని ఉన్నతాధికారులు ఆదేశించారు. ఘటనపై స్థానికంగా తీవ్ర చర్చ జరుగుతోంది. బాధ్యులపై చట్ట ప్రకారం చర్యలు తీసుకుంటామని అధికారులు స్పష్టం చేశారు.: [46, 1831, 407, 2266]
- masthead-rainbow-strip: [1398, 50, 1524, 55]
